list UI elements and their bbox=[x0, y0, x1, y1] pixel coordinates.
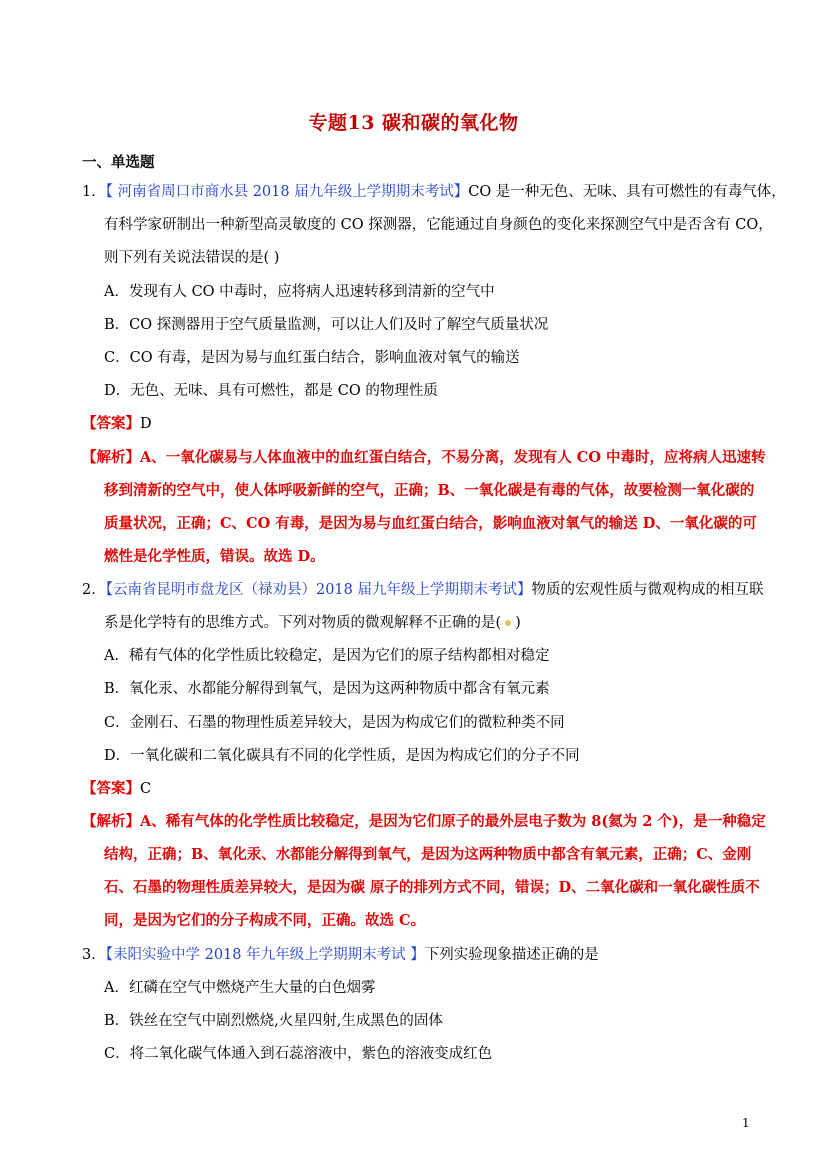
question-1-line-2: 有科学家研制出一种新型高灵敏度的 CO 探测器，它能通过自身颜色的变化来探测空气中是否含有 CO， bbox=[104, 217, 773, 233]
question-1-explanation-1 bbox=[82, 448, 766, 468]
question-2-line-2-close: ) bbox=[515, 615, 521, 631]
question-1-option-b: B．CO 探测器用于空气质量监测，可以让人们及时了解空气质量状况 bbox=[104, 317, 549, 333]
question-1-text: CO 是一种无色、无味、具有可燃性的有毒气体， bbox=[468, 184, 786, 200]
question-2-option-b: B．氧化汞、水都能分解得到氧气，是因为这两种物质中都含有氧元素 bbox=[104, 681, 550, 697]
answer-label: 【答案】 bbox=[82, 780, 140, 797]
question-2-line-1 bbox=[82, 580, 764, 600]
explanation-text: A、稀有气体的化学性质比较稳定，是因为它们原子的最外层电子数为 8(氦为 2 个)，是一种稳定 bbox=[140, 813, 766, 830]
question-2-explanation-4: 同，是因为它们的分子构成不同，正确。故选 C。 bbox=[104, 912, 426, 929]
answer-value: C bbox=[140, 781, 152, 797]
question-2-number: 2． bbox=[82, 582, 106, 598]
question-2-line-2-text: 系是化学特有的思维方式。下列对物质的微观解释不正确的是( bbox=[104, 615, 502, 631]
question-2-source: 【云南省昆明市盘龙区（禄劝县）2018 届九年级上学期期末考试】 bbox=[105, 582, 532, 598]
question-2-explanation-1 bbox=[82, 812, 766, 832]
page-number: 1 bbox=[742, 1116, 750, 1130]
question-2-option-c: C．金刚石、石墨的物理性质差异较大，是因为构成它们的微粒种类不同 bbox=[104, 715, 565, 731]
question-3-option-b: B．铁丝在空气中剧烈燃烧,火星四射,生成黑色的固体 bbox=[104, 1013, 443, 1029]
question-2-option-d: D．一氧化碳和二氧化碳具有不同的化学性质，是因为构成它们的分子不同 bbox=[104, 748, 580, 764]
question-3-source: 【耒阳实验中学 2018 年九年级上学期期末考试 】 bbox=[105, 947, 425, 963]
highlight-dot-icon bbox=[505, 620, 511, 626]
question-1-source: 【 河南省周口市商水县 2018 届九年级上学期期末考试】 bbox=[105, 184, 469, 200]
question-1-option-a: A．发现有人 CO 中毒时，应将病人迅速转移到清新的空气中 bbox=[104, 284, 495, 300]
question-3-text: 下列实验现象描述正确的是 bbox=[424, 947, 599, 963]
explanation-label: 【解析】 bbox=[82, 813, 140, 830]
explanation-label: 【解析】 bbox=[82, 449, 140, 466]
question-2-explanation-2: 结构，正确；B、氧化汞、水都能分解得到氧气，是因为这两种物质中都含有氧元素，正确；C、金刚 bbox=[104, 846, 752, 863]
question-2-option-a: A．稀有气体的化学性质比较稳定，是因为它们的原子结构都相对稳定 bbox=[104, 648, 550, 664]
question-3-option-a: A．红磷在空气中燃烧产生大量的白色烟雾 bbox=[104, 980, 376, 996]
question-1-option-c: C．CO 有毒，是因为易与血红蛋白结合，影响血液对氧气的输送 bbox=[104, 350, 520, 366]
answer-value: D bbox=[140, 416, 152, 432]
question-1-number: 1． bbox=[82, 184, 106, 200]
explanation-text: A、一氧化碳易与人体血液中的血红蛋白结合，不易分离，发现有人 CO 中毒时，应将病人迅速转 bbox=[140, 449, 766, 466]
question-1-explanation-4: 燃性是化学性质，错误。故选 D。 bbox=[104, 548, 325, 565]
question-1-explanation-2: 移到清新的空气中，使人体呼吸新鲜的空气，正确；B、一氧化碳是有毒的气体，故要检测一氧化碳的 bbox=[104, 482, 755, 499]
question-2-text: 物质的宏观性质与微观构成的相互联 bbox=[531, 582, 764, 598]
question-1-option-d: D．无色、无味、具有可燃性，都是 CO 的物理性质 bbox=[104, 383, 438, 399]
question-3-number: 3． bbox=[82, 947, 106, 963]
question-2-answer bbox=[82, 779, 151, 799]
page-title: 专题13 碳和碳的氧化物 bbox=[308, 112, 519, 134]
question-2-explanation-3: 石、石墨的物理性质差异较大，是因为碳 原子的排列方式不同，错误；D、二氧化碳和一氧化碳性质不 bbox=[104, 879, 760, 896]
question-3-line-1 bbox=[82, 945, 599, 965]
question-1-answer bbox=[82, 414, 152, 434]
question-3-option-c: C．将二氧化碳气体通入到石蕊溶液中，紫色的溶液变成红色 bbox=[104, 1046, 493, 1062]
question-1-explanation-3: 质量状况，正确；C、CO 有毒，是因为易与血红蛋白结合，影响血液对氧气的输送 D、一氧化碳的可 bbox=[104, 515, 757, 532]
question-1-line-1 bbox=[82, 182, 786, 202]
question-1-line-3: 则下列有关说法错误的是( ) bbox=[104, 250, 280, 266]
section-heading: 一、单选题 bbox=[82, 154, 155, 171]
question-2-line-2 bbox=[104, 613, 521, 633]
answer-label: 【答案】 bbox=[82, 415, 140, 432]
